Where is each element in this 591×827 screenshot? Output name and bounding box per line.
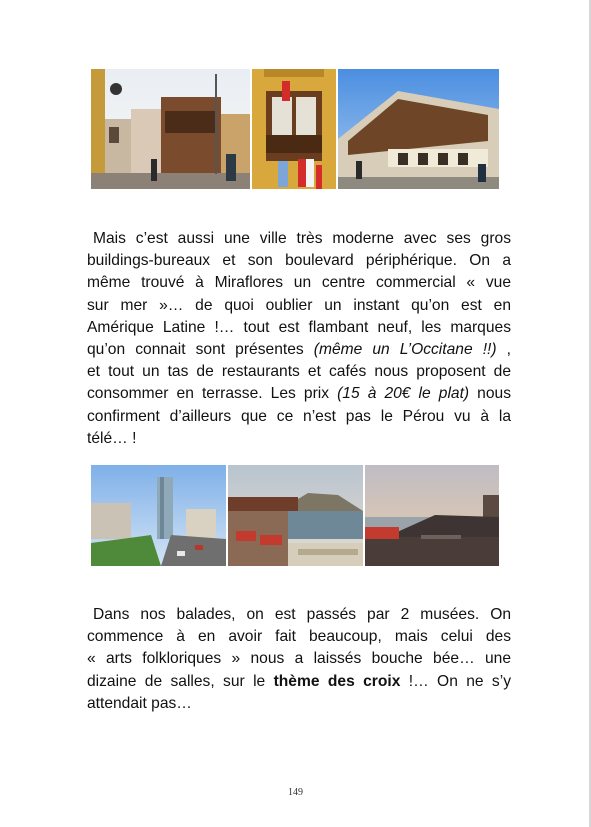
text-run: qu’on connait sont présentes [87, 341, 314, 359]
paragraph-line [87, 671, 511, 693]
paragraph-line [87, 383, 511, 405]
text-run: nous [469, 385, 511, 403]
italic-price: (15 à 20€ le plat) [337, 385, 470, 403]
photo-colonial-building-balconies [338, 69, 499, 189]
photo-larcomar-sea-view [228, 465, 363, 566]
paragraph-line: et tout un tas de restaurants et cafés nous proposent de [87, 363, 511, 381]
photo-tower-boulevard [91, 465, 226, 566]
page-number: 149 [288, 787, 303, 798]
photo-sunset-terrace [365, 465, 499, 566]
paragraph-line: attendait pas… [87, 694, 192, 712]
text-run: consommer en terrasse. Les prix [87, 385, 338, 403]
paragraph-line: Mais c’est aussi une ville très moderne avec ses gros [93, 230, 511, 247]
photo-strip-colonial [91, 69, 499, 189]
photo-balcony-flags [252, 69, 336, 189]
paragraph-line: « arts folkloriques » nous a laissés bouche bée… une [87, 650, 511, 668]
paragraph-line: télé… ! [87, 429, 137, 447]
paragraph-line: sur mer »… de quoi oublier un instant qu’on est en [87, 296, 511, 314]
paragraph-modern-city [87, 228, 511, 450]
photo-strip-modern [91, 465, 499, 566]
text-run: dizaine de salles, sur le [87, 672, 274, 690]
paragraph-line: même trouvé à Miraflores un centre commercial « vue [87, 274, 511, 292]
text-run: !… On ne s’y [400, 672, 511, 690]
text-run: , [496, 341, 512, 359]
paragraph-line [87, 339, 511, 361]
paragraph-line: buildings-bureaux et son boulevard périphérique. On a [87, 252, 511, 270]
paragraph-line: commence à en avoir fait beaucoup, mais celui des [87, 628, 511, 646]
paragraph-line: Dans nos balades, on est passés par 2 musées. On [93, 606, 511, 623]
paragraph-line: Amérique Latine !… tout est flambant neuf, les marques [87, 318, 511, 336]
photo-street-colonial-houses [91, 69, 250, 189]
paragraph-line: confirment d’ailleurs que ce n’est pas le Pérou vu à la [87, 407, 511, 425]
bold-highlight: thème des croix [273, 672, 401, 690]
paragraph-museums [87, 604, 511, 715]
italic-aside: (même un L’Occitane !!) [313, 341, 497, 359]
